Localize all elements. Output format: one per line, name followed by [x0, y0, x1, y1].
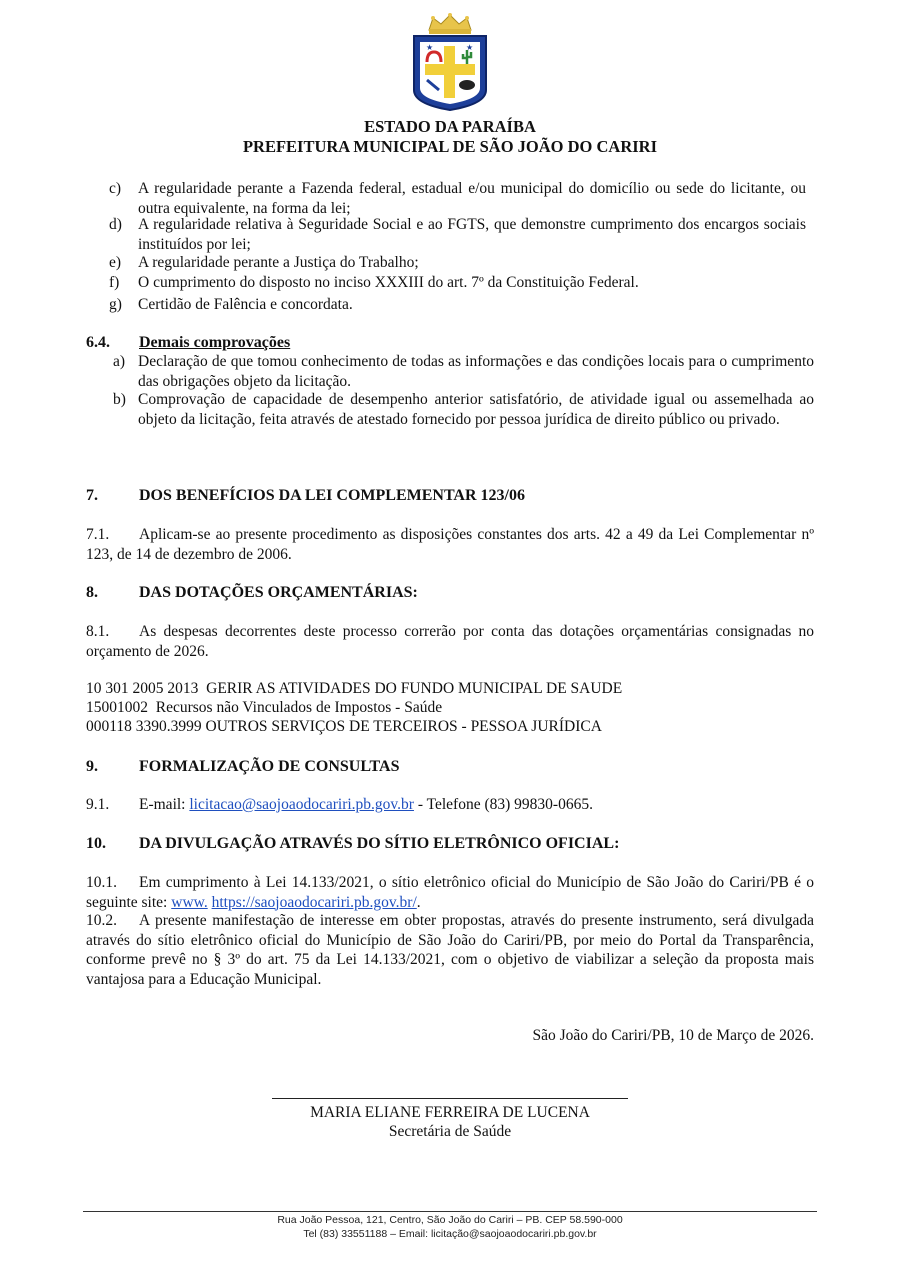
- document-date: São João do Cariri/PB, 10 de Março de 2026.: [532, 1027, 814, 1044]
- paragraph-8-1: [86, 622, 814, 661]
- list-item-label: b): [113, 391, 126, 408]
- signatory-role: Secretária de Saúde: [388, 1123, 512, 1140]
- email-label: E-mail:: [139, 796, 190, 813]
- paragraph-number: 10.2.: [86, 912, 117, 929]
- section-7-number: 7.: [86, 487, 98, 504]
- paragraph-9-1: [86, 795, 814, 815]
- footer-divider: [83, 1211, 817, 1212]
- section-8-number: 8.: [86, 584, 98, 601]
- footer-contact: Tel (83) 33551188 – Email: licitação@saojoaodocariri.pb.gov.br: [303, 1228, 597, 1240]
- list-item: A regularidade perante a Fazenda federal, estadual e/ou municipal do domicílio ou sede do licitante, ou outra equivalente, na forma da lei;: [138, 180, 806, 217]
- list-item: Certidão de Falência e concordata.: [138, 296, 353, 313]
- paragraph-text: As despesas decorrentes deste processo correrão por conta das dotações orçamentárias consignadas no orçamento de 2026.: [86, 623, 814, 660]
- paragraph-7-1: [86, 525, 814, 564]
- email-link[interactable]: licitacao@saojoaodocariri.pb.gov.br: [189, 796, 414, 813]
- list-item-label: c): [109, 180, 122, 197]
- phone-text: - Telefone (83) 99830-0665.: [413, 796, 593, 813]
- paragraph-text: Em cumprimento à Lei 14.133/2021, o sítio eletrônico oficial do Município de São João do Cariri/PB é o seguinte site:: [86, 874, 814, 911]
- section-10-number: 10.: [86, 835, 106, 852]
- paragraph-number: 10.1.: [86, 874, 117, 891]
- section-6-4-number: 6.4.: [86, 334, 110, 351]
- svg-text:★: ★: [426, 43, 434, 52]
- svg-text:★: ★: [466, 43, 474, 52]
- list-item-label: f): [109, 274, 120, 291]
- paragraph-number: 8.1.: [86, 623, 110, 640]
- budget-line: 15001002 Recursos não Vinculados de Impostos - Saúde: [86, 699, 443, 716]
- budget-line: 000118 3390.3999 OUTROS SERVIÇOS DE TERCEIROS - PESSOA JURÍDICA: [86, 718, 602, 735]
- list-item: O cumprimento do disposto no inciso XXXIII do art. 7º da Constituição Federal.: [138, 274, 639, 291]
- list-item-label: e): [109, 254, 122, 271]
- list-item: Declaração de que tomou conhecimento de todas as informações e das condições locais para o cumprimento das obrigações objeto da licitação.: [138, 353, 814, 390]
- header-city: PREFEITURA MUNICIPAL DE SÃO JOÃO DO CARIRI: [242, 137, 658, 156]
- paragraph-10-1: [86, 873, 814, 912]
- site-link[interactable]: https://saojoaodocariri.pb.gov.br/: [211, 893, 417, 911]
- paragraph-end: .: [416, 893, 421, 911]
- list-item-label: g): [109, 296, 122, 313]
- section-9-title: FORMALIZAÇÃO DE CONSULTAS: [139, 758, 400, 775]
- paragraph-number: 9.1.: [86, 796, 110, 813]
- section-8-title: DAS DOTAÇÕES ORÇAMENTÁRIAS:: [139, 584, 418, 601]
- list-item-label: d): [109, 216, 122, 233]
- footer-address: Rua João Pessoa, 121, Centro, São João do Cariri – PB. CEP 58.590-000: [277, 1214, 623, 1226]
- section-10-title: DA DIVULGAÇÃO ATRAVÉS DO SÍTIO ELETRÔNICO OFICIAL:: [139, 835, 620, 852]
- paragraph-number: 7.1.: [86, 526, 110, 543]
- list-item-label: a): [113, 353, 126, 370]
- section-9-number: 9.: [86, 758, 98, 775]
- site-link-www[interactable]: www.: [171, 893, 208, 911]
- list-item: A regularidade relativa à Seguridade Social e ao FGTS, que demonstre cumprimento dos encargos sociais instituídos por lei;: [138, 216, 806, 253]
- list-item: Comprovação de capacidade de desempenho anterior satisfatório, de atividade igual ou assemelhada ao objeto da licitação, feita através de atestado fornecido por pessoa jurídica de direito público ou privado.: [138, 391, 814, 428]
- paragraph-10-2: [86, 911, 814, 989]
- signatory-name: MARIA ELIANE FERREIRA DE LUCENA: [310, 1104, 590, 1121]
- budget-line: 10 301 2005 2013 GERIR AS ATIVIDADES DO FUNDO MUNICIPAL DE SAUDE: [86, 680, 623, 697]
- paragraph-text: A presente manifestação de interesse em obter propostas, através do presente instrumento, será divulgada através do sítio eletrônico oficial do Município de São João do Cariri/PB, por meio do Portal da Transparência, conforme prevê no § 3º do art. 75 da Lei 14.133/2021, com o objetivo de viabilizar a seleção da proposta mais vantajosa para a Educação Municipal.: [86, 912, 814, 988]
- paragraph-text: Aplicam-se ao presente procedimento as disposições constantes dos arts. 42 a 49 da Lei Complementar nº 123, de 14 de dezembro de 2006.: [86, 526, 814, 563]
- municipal-crest-icon: [411, 12, 489, 112]
- section-6-4-title: Demais comprovações: [139, 334, 291, 351]
- list-item: A regularidade perante a Justiça do Trabalho;: [138, 254, 419, 271]
- section-7-title: DOS BENEFÍCIOS DA LEI COMPLEMENTAR 123/06: [139, 487, 525, 504]
- header-state: ESTADO DA PARAÍBA: [364, 117, 536, 136]
- signature-line: [272, 1098, 628, 1099]
